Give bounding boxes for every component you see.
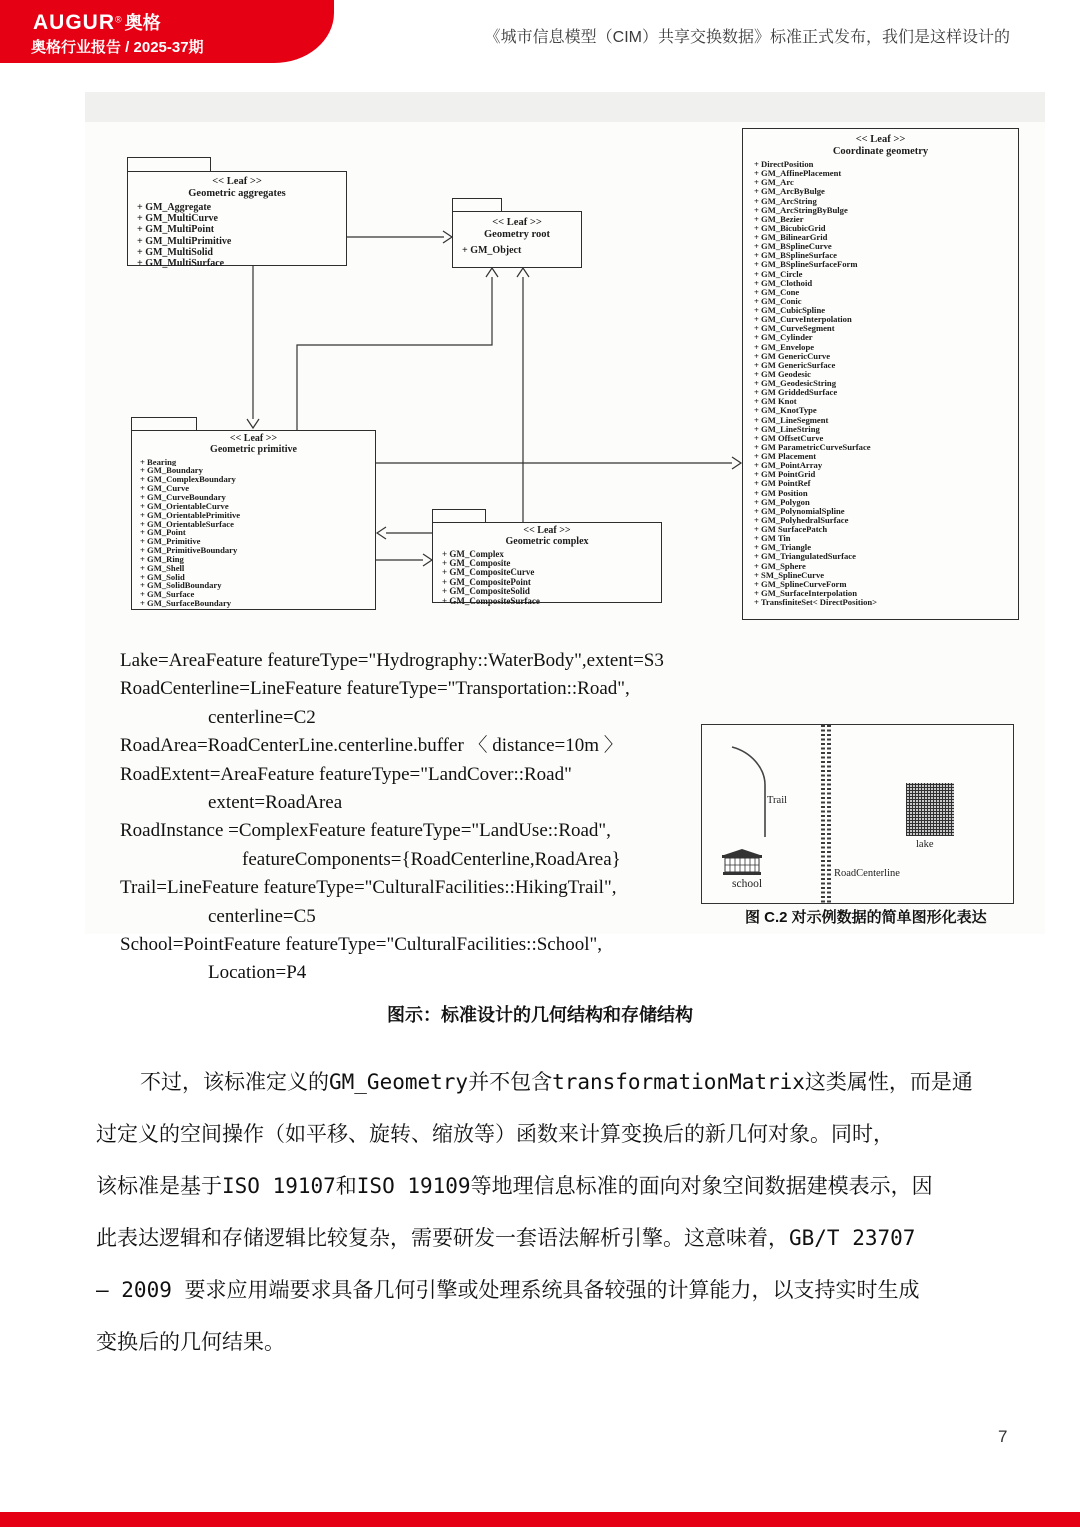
page-number: 7 bbox=[998, 1427, 1008, 1446]
stereotype-label: << Leaf >> bbox=[523, 525, 571, 536]
uml-class-item: + GM_CurveBoundary bbox=[140, 492, 226, 502]
code-line: featureComponents={RoadCenterline,RoadArea} bbox=[242, 848, 621, 870]
footer-accent-bar bbox=[0, 1512, 1080, 1527]
road-centerline-label: RoadCenterline bbox=[834, 868, 900, 879]
uml-class-item: + GM Knot bbox=[754, 397, 797, 407]
stereotype-label: << Leaf >> bbox=[212, 176, 262, 187]
uml-class-item: + GM_BilinearGrid bbox=[754, 233, 828, 242]
paragraph-line: 该标准是基于ISO 19107和ISO 19109等地理信息标准的面向对象空间数据建模表示，因 bbox=[96, 1174, 933, 1198]
code-line: centerline=C2 bbox=[208, 706, 316, 728]
uml-class-item: + GM_Arc bbox=[754, 178, 794, 188]
uml-class-item: + GM Tin bbox=[754, 534, 791, 544]
uml-class-item: + GM_Complex bbox=[442, 549, 504, 559]
uml-class-item: + GM_PolynomialSpline bbox=[754, 506, 845, 516]
uml-class-item: + GM_MultiCurve bbox=[137, 213, 218, 225]
registered-mark-icon: ® bbox=[115, 14, 122, 25]
uml-class-item: + GM_CurveSegment bbox=[754, 324, 835, 334]
feature-code-listing bbox=[120, 647, 700, 988]
figure-c2-panel bbox=[701, 724, 1014, 904]
uml-class-item: + GM_ArcStringByBulge bbox=[754, 205, 848, 215]
page-title: 《城市信息模型（CIM）共享交换数据》标准正式发布，我们是这样设计的 bbox=[484, 29, 1010, 46]
box-name: Coordinate geometry bbox=[832, 145, 929, 157]
box-name: Geometric primitive bbox=[210, 443, 297, 455]
school-label: school bbox=[732, 878, 763, 890]
uml-class-item: + GM_CubicSpline bbox=[754, 306, 826, 315]
uml-class-item: + GM_SolidBoundary bbox=[140, 581, 222, 591]
uml-class-item: + GM PointGrid bbox=[754, 470, 816, 480]
code-line: Lake=AreaFeature featureType="Hydrography::WaterBody",extent=S3 bbox=[120, 650, 664, 671]
uml-class-item: + GM_MultiSurface bbox=[137, 258, 225, 270]
uml-class-item: + GM_CompositeSurface bbox=[442, 596, 540, 606]
uml-class-item: + GM SurfacePatch bbox=[754, 525, 828, 534]
uml-class-item: + GM_PointArray bbox=[754, 461, 823, 471]
uml-class-item: + GM_MultiPrimitive bbox=[137, 235, 232, 247]
code-line: School=PointFeature featureType="CulturalFacilities::School", bbox=[120, 933, 603, 955]
uml-box-geometric-primitive bbox=[131, 430, 376, 610]
uml-class-item: + GM_BSplineSurfaceForm bbox=[754, 260, 858, 270]
uml-class-item: + GM_MultiSolid bbox=[137, 246, 213, 258]
uml-class-item: + GM_Clothoid bbox=[754, 278, 813, 288]
trail-label: Trail bbox=[767, 795, 788, 806]
uml-class-item: + GM Geodesic bbox=[754, 369, 811, 379]
uml-class-item: + GM_MultiPoint bbox=[137, 224, 215, 236]
uml-class-item: + GM GenericSurface bbox=[754, 360, 836, 370]
box-header bbox=[743, 129, 1018, 157]
code-line: centerline=C5 bbox=[208, 905, 316, 927]
uml-class-item: + GM_CompositeSolid bbox=[442, 587, 530, 597]
uml-class-item: + GM_Circle bbox=[754, 269, 803, 279]
uml-class-item: + GM_ArcString bbox=[754, 196, 817, 206]
box-header bbox=[132, 431, 375, 456]
uml-class-item: + GM_Solid bbox=[140, 572, 185, 582]
scan-top-band bbox=[85, 92, 1045, 124]
uml-class-item: + GM_OrientablePrimitive bbox=[140, 510, 241, 520]
code-line: Location=P4 bbox=[208, 962, 307, 984]
uml-box-geometric-aggregates bbox=[127, 171, 347, 270]
paragraph-line: 不过，该标准定义的GM_Geometry并不包含transformationMatrix这类属性，而是通 bbox=[140, 1070, 973, 1094]
box-item-list bbox=[433, 548, 661, 606]
uml-class-item: + GM_Composite bbox=[442, 559, 511, 568]
uml-class-item: + GM_PrimitiveBoundary bbox=[140, 546, 238, 555]
paragraph-line: 过定义的空间操作（如平移、旋转、缩放等）函数来计算变换后的新几何对象。同时， bbox=[96, 1122, 894, 1146]
uml-class-item: + GM_Bezier bbox=[754, 214, 804, 224]
school-icon bbox=[721, 848, 763, 878]
body-paragraph bbox=[96, 1056, 996, 1368]
uml-class-item: + SM_SplineCurve bbox=[754, 570, 825, 580]
box-item-list bbox=[453, 240, 581, 256]
uml-class-item: + GM GriddedSurface bbox=[754, 388, 838, 398]
uml-class-item: + GM_Primitive bbox=[140, 537, 201, 547]
stereotype-label: << Leaf >> bbox=[492, 217, 542, 228]
uml-class-item: + GM_OrientableSurface bbox=[140, 519, 234, 529]
uml-class-item: + GM_Cylinder bbox=[754, 333, 813, 343]
uml-class-item: + GM_Conic bbox=[754, 296, 802, 306]
code-line: extent=RoadArea bbox=[208, 791, 343, 813]
uml-class-item: + DirectPosition bbox=[754, 160, 814, 169]
paragraph-line: – 2009 要求应用端要求具备几何引擎或处理系统具备较强的计算能力，以支持实时生成 bbox=[96, 1278, 920, 1302]
uml-class-item: + GM_BicubicGrid bbox=[754, 223, 826, 233]
stereotype-label: << Leaf >> bbox=[229, 433, 278, 444]
code-line: Trail=LineFeature featureType="CulturalFacilities::HikingTrail", bbox=[120, 877, 617, 899]
code-line: RoadCenterline=LineFeature featureType="Transportation::Road", bbox=[120, 678, 630, 700]
box-item-list bbox=[128, 199, 346, 269]
uml-class-item: + GM_Object bbox=[462, 245, 522, 256]
uml-class-item: + GM_CompositePoint bbox=[442, 577, 531, 587]
box-header bbox=[128, 172, 346, 199]
uml-class-item: + GM_Sphere bbox=[754, 561, 806, 571]
figure-c2-caption: 图 C.2 对示例数据的简单图形化表达 bbox=[745, 909, 987, 926]
uml-class-item: + GM_LineSegment bbox=[754, 415, 829, 425]
uml-class-item: + GM_Aggregate bbox=[137, 202, 212, 213]
uml-class-item: + GM_TriangulatedSurface bbox=[754, 552, 856, 562]
brand-logo-cn: 奥格 bbox=[124, 13, 161, 33]
paragraph-line: 此表达逻辑和存储逻辑比较复杂，需要研发一套语法解析引擎。这意味着，GB/T 23707 bbox=[96, 1226, 916, 1250]
header-brand-badge bbox=[0, 0, 334, 63]
uml-class-item: + GM_GeodesicString bbox=[754, 379, 836, 388]
brand-logo: AUGUR bbox=[33, 11, 115, 34]
uml-class-item: + Bearing bbox=[140, 457, 177, 467]
uml-class-item: + GM OffsetCurve bbox=[754, 433, 824, 443]
uml-class-item: + GM Placement bbox=[754, 452, 817, 461]
uml-class-item: + GM_BSplineSurface bbox=[754, 251, 837, 261]
uml-box-geometric-complex bbox=[432, 522, 662, 606]
uml-class-item: + GM_Envelope bbox=[754, 342, 815, 352]
uml-class-item: + GM_Cone bbox=[754, 287, 800, 297]
uml-class-item: + GM_Shell bbox=[140, 563, 185, 573]
code-line: RoadExtent=AreaFeature featureType="LandCover::Road" bbox=[120, 763, 572, 785]
uml-class-item: + GM_AffinePlacement bbox=[754, 169, 842, 179]
uml-class-item: + GM_ArcByBulge bbox=[754, 187, 825, 197]
uml-class-item: + GM GenericCurve bbox=[754, 351, 831, 361]
uml-class-item: + GM_BSplineCurve bbox=[754, 242, 832, 252]
box-item-list bbox=[132, 456, 375, 608]
stereotype-label: << Leaf >> bbox=[855, 134, 906, 145]
box-name: Geometric complex bbox=[505, 535, 589, 547]
box-name: Geometric aggregates bbox=[188, 187, 286, 199]
uml-class-item: + GM_Polygon bbox=[754, 497, 810, 507]
uml-class-item: + GM_SurfaceBoundary bbox=[140, 599, 232, 608]
uml-class-item: + GM_SurfaceInterpolation bbox=[754, 588, 857, 598]
code-line: RoadInstance =ComplexFeature featureType="LandUse::Road", bbox=[120, 820, 611, 842]
uml-class-item: + TransfiniteSet< DirectPosition> bbox=[754, 598, 878, 607]
code-line: RoadArea=RoadCenterLine.centerline.buffer 〈 distance=10m 〉 bbox=[120, 735, 623, 757]
uml-class-item: + GM_Triangle bbox=[754, 543, 812, 553]
uml-box-geometry-root bbox=[452, 211, 582, 268]
uml-class-item: + GM_PolyhedralSurface bbox=[754, 515, 849, 525]
uml-class-item: + GM_KnotType bbox=[754, 406, 817, 416]
diagram-caption: 图示：标准设计的几何结构和存储结构 bbox=[387, 1005, 693, 1025]
uml-class-item: + GM_Boundary bbox=[140, 466, 203, 476]
box-item-list bbox=[743, 157, 1018, 607]
report-issue-line: 奥格行业报告 / 2025-37期 bbox=[31, 39, 204, 56]
uml-class-item: + GM_SplineCurveForm bbox=[754, 579, 847, 589]
box-name: Geometry root bbox=[484, 228, 550, 240]
box-header bbox=[433, 523, 661, 548]
uml-class-item: + GM PointRef bbox=[754, 479, 811, 489]
uml-class-item: + GM_ComplexBoundary bbox=[140, 475, 236, 485]
lake-patch bbox=[906, 783, 954, 836]
uml-class-item: + GM_Surface bbox=[140, 590, 195, 600]
uml-class-item: + GM_Ring bbox=[140, 554, 184, 564]
uml-class-item: + GM_Curve bbox=[140, 484, 190, 493]
uml-class-item: + GM_CompositeCurve bbox=[442, 568, 535, 578]
uml-class-item: + GM_OrientableCurve bbox=[140, 501, 229, 511]
uml-class-item: + GM ParametricCurveSurface bbox=[754, 442, 871, 452]
uml-class-item: + GM_CurveInterpolation bbox=[754, 315, 852, 325]
uml-class-item: + GM_Point bbox=[140, 528, 186, 538]
uml-box-coordinate-geometry bbox=[742, 128, 1019, 620]
lake-label: lake bbox=[916, 839, 934, 850]
brand-row bbox=[33, 9, 161, 35]
paragraph-line: 变换后的几何结果。 bbox=[96, 1330, 285, 1354]
box-header bbox=[453, 212, 581, 240]
uml-class-item: + GM Position bbox=[754, 488, 808, 498]
uml-class-item: + GM_LineString bbox=[754, 424, 820, 434]
